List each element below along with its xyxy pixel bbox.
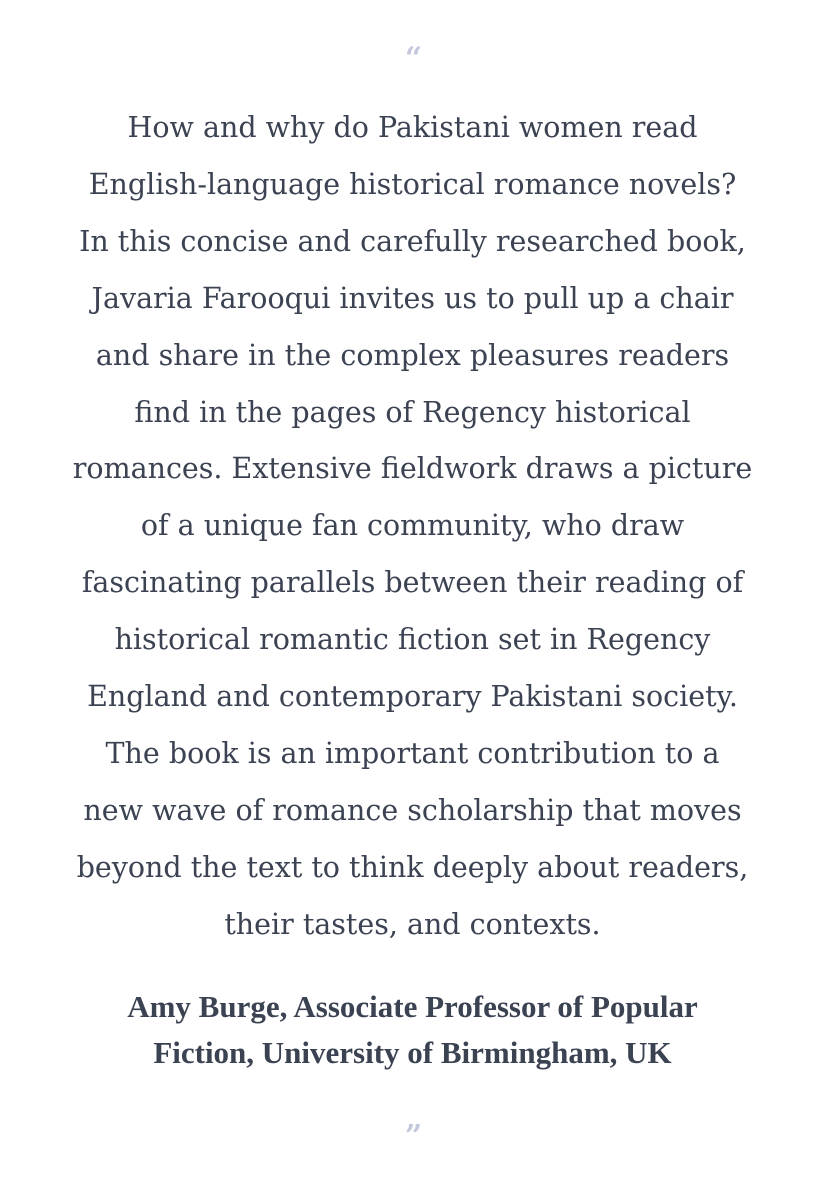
quote-line: find in the pages of Regency historical [134, 395, 691, 429]
attribution-line: Amy Burge, Associate Professor of Popular [127, 989, 698, 1024]
quote-line: new wave of romance scholarship that moves [83, 793, 742, 827]
quote-line: historical romantic fiction set in Regency [114, 623, 711, 657]
quote-line: their tastes, and contexts. [224, 907, 601, 941]
quote-line: fascinating parallels between their reading of [81, 566, 744, 600]
close-quote-icon: ” [404, 1119, 421, 1154]
quote-line: Javaria Farooqui invites us to pull up a chair [91, 281, 734, 315]
open-quote-icon: “ [404, 41, 421, 76]
quote-line: beyond the text to think deeply about readers, [76, 850, 749, 884]
attribution-line: Fiction, University of Birmingham, UK [153, 1035, 672, 1070]
quote-line: In this concise and carefully researched book, [79, 224, 746, 258]
quote-line: of a unique fan community, who draw [140, 509, 685, 543]
quote-line: The book is an important contribution to a [105, 736, 720, 770]
quote-line: England and contemporary Pakistani society. [87, 680, 738, 714]
quote-line: and share in the complex pleasures readers [95, 338, 730, 372]
quote-line: How and why do Pakistani women read [127, 111, 698, 144]
quote-attribution [50, 984, 775, 1076]
quote-line: romances. Extensive fieldwork draws a picture [72, 452, 753, 486]
quote-line: English-language historical romance novels? [88, 167, 737, 201]
quote-text [50, 100, 775, 954]
